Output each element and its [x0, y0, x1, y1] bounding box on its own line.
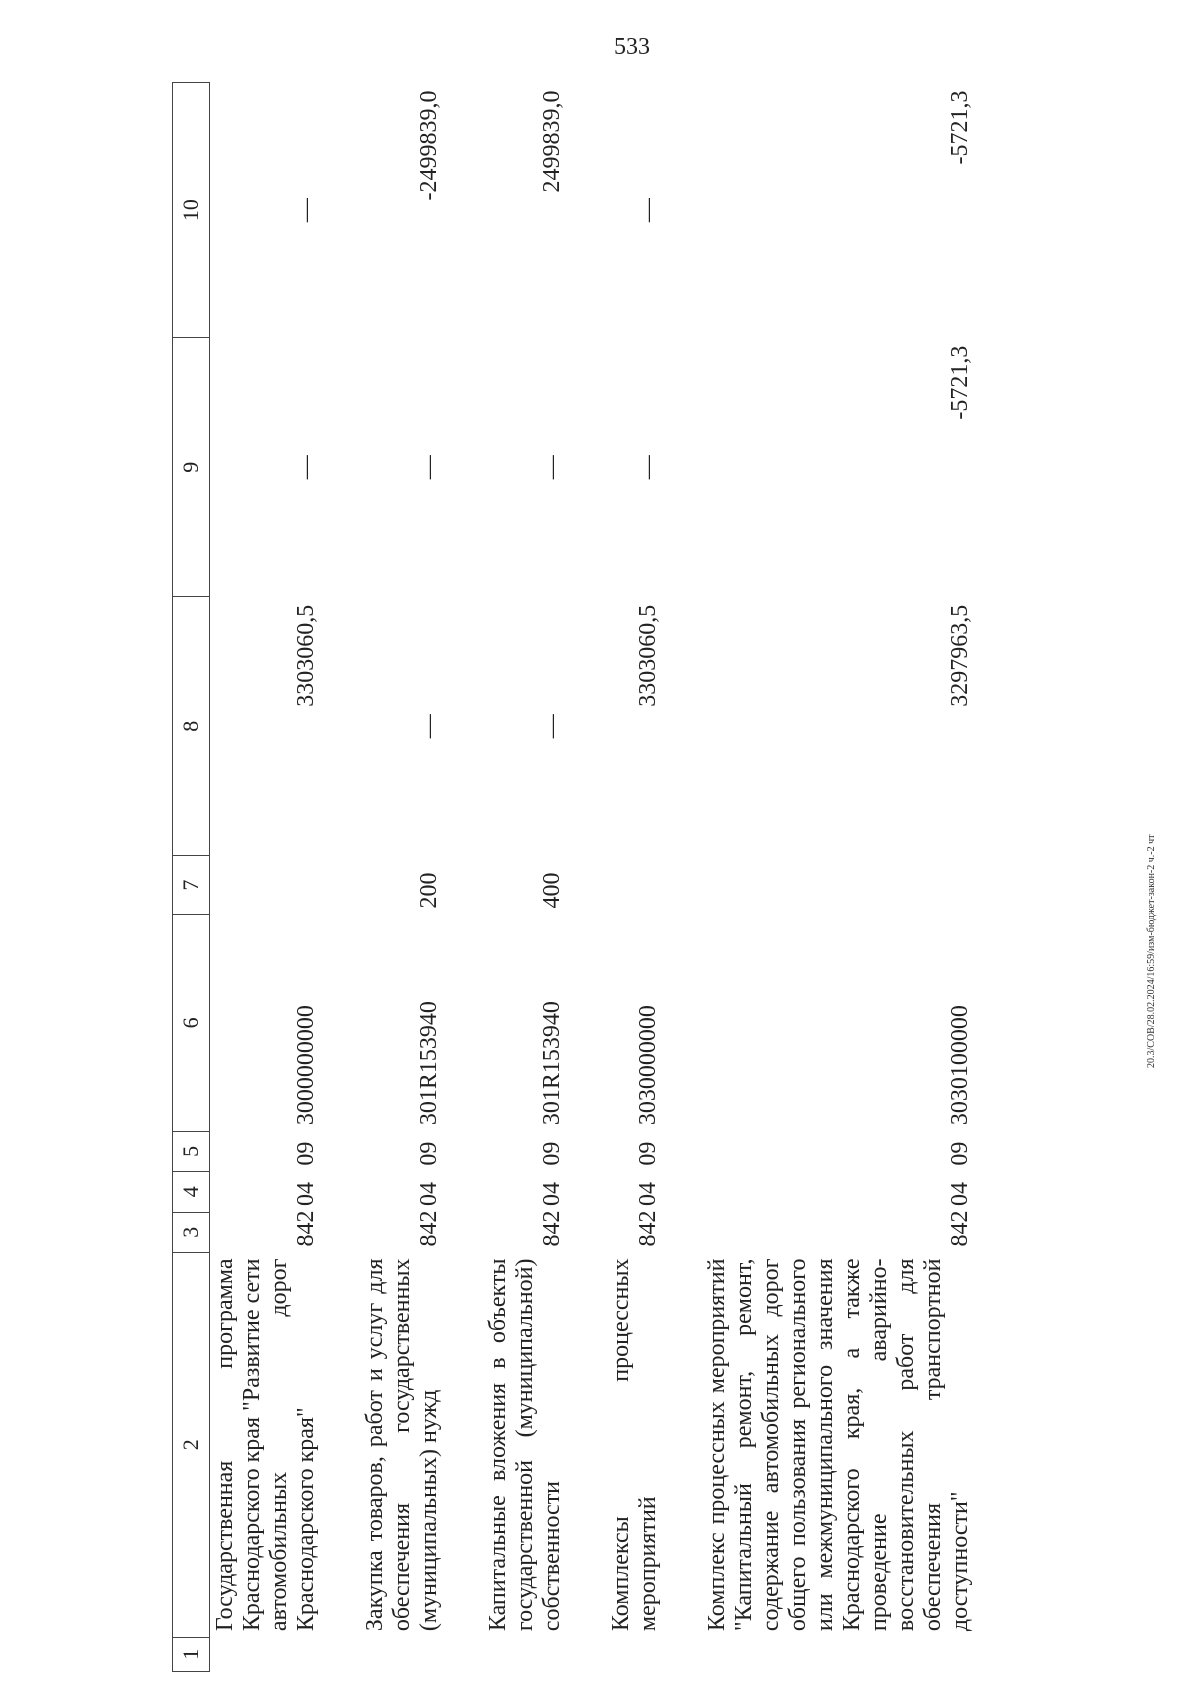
row-target-article: 301R153940	[416, 1001, 442, 1126]
row-subsection: 09	[416, 1141, 442, 1166]
row-expense-type	[606, 856, 668, 915]
row-col10: —	[635, 198, 661, 223]
table-row	[483, 83, 572, 1672]
row-ministry: 842	[293, 1210, 319, 1247]
row-section: 04	[947, 1182, 973, 1207]
row-description: Комплексы процессных мероприятий	[608, 1258, 661, 1632]
row-col10: —	[293, 198, 319, 223]
row-col8: 3297963,5	[947, 604, 973, 707]
header-col-4: 4	[173, 1172, 210, 1212]
table-row	[210, 83, 327, 1672]
page-number: 533	[614, 34, 650, 60]
row-ministry: 842	[947, 1210, 973, 1247]
row-section: 04	[635, 1182, 661, 1207]
row-section: 04	[293, 1182, 319, 1207]
row-subsection: 09	[947, 1141, 973, 1166]
row-ministry: 842	[416, 1210, 442, 1247]
row-subsection: 09	[539, 1141, 565, 1166]
row-target-article: 3030100000	[947, 1005, 973, 1126]
row-col10: -2499839,0	[416, 90, 442, 201]
footer-document-code: 20.3/СОВ/28.02.2024/16:59/изм-бюджет-закон-2 ч.-2 чт	[1146, 834, 1157, 1068]
row-col9: -5721,3	[947, 345, 973, 420]
budget-table	[172, 82, 980, 1672]
row-target-article: 3030000000	[635, 1005, 661, 1126]
table-row	[360, 83, 449, 1672]
row-col9: —	[416, 455, 442, 480]
row-ministry: 842	[539, 1210, 565, 1247]
table-row	[606, 83, 668, 1672]
header-col-6: 6	[173, 915, 210, 1132]
table-header-row	[173, 83, 210, 1672]
header-col-2: 2	[173, 1253, 210, 1638]
header-col-7: 7	[173, 856, 210, 915]
row-subsection: 09	[635, 1141, 661, 1166]
row-expense-type: 400	[539, 872, 565, 909]
header-col-5: 5	[173, 1131, 210, 1171]
row-col10: -5721,3	[947, 90, 973, 165]
row-section: 04	[416, 1182, 442, 1207]
row-description: Закупка товаров, работ и услуг для обеспечения государственных (муниципальных) нужд	[362, 1258, 442, 1632]
row-col8: 3303060,5	[293, 604, 319, 707]
header-col-3: 3	[173, 1212, 210, 1252]
table-row	[702, 83, 980, 1672]
row-col9: —	[635, 455, 661, 480]
row-expense-type	[702, 856, 980, 915]
row-ministry: 842	[635, 1210, 661, 1247]
header-col-9: 9	[173, 338, 210, 597]
row-description: Государственная программа Краснодарского края "Развитие сети автомобильных дорог Краснодарского края"	[212, 1258, 319, 1632]
row-description: Капитальные вложения в объекты государственной (муниципальной) собственности	[485, 1258, 565, 1632]
row-col9: —	[293, 455, 319, 480]
row-expense-type	[210, 856, 327, 915]
rotated-table-container	[172, 82, 1200, 1672]
row-col10: 2499839,0	[539, 90, 565, 193]
row-subsection: 09	[293, 1141, 319, 1166]
header-col-10: 10	[173, 83, 210, 338]
row-section: 04	[539, 1182, 565, 1207]
row-col8: —	[416, 714, 442, 739]
row-target-article: 3000000000	[293, 1005, 319, 1126]
row-col8: —	[539, 714, 565, 739]
row-description: Комплекс процессных мероприятий "Капитальный ремонт, ремонт, содержание автомобильных дорог общего пользования регионального или межмуниципального значения Краснодарского края, а также проведение аварийно-восстановительных работ для обеспечения транспортной доступности"	[704, 1258, 973, 1632]
row-col8: 3303060,5	[635, 604, 661, 707]
header-col-8: 8	[173, 597, 210, 856]
row-col9: —	[539, 455, 565, 480]
row-target-article: 301R153940	[539, 1001, 565, 1126]
row-expense-type: 200	[416, 872, 442, 909]
header-col-1: 1	[173, 1637, 210, 1671]
